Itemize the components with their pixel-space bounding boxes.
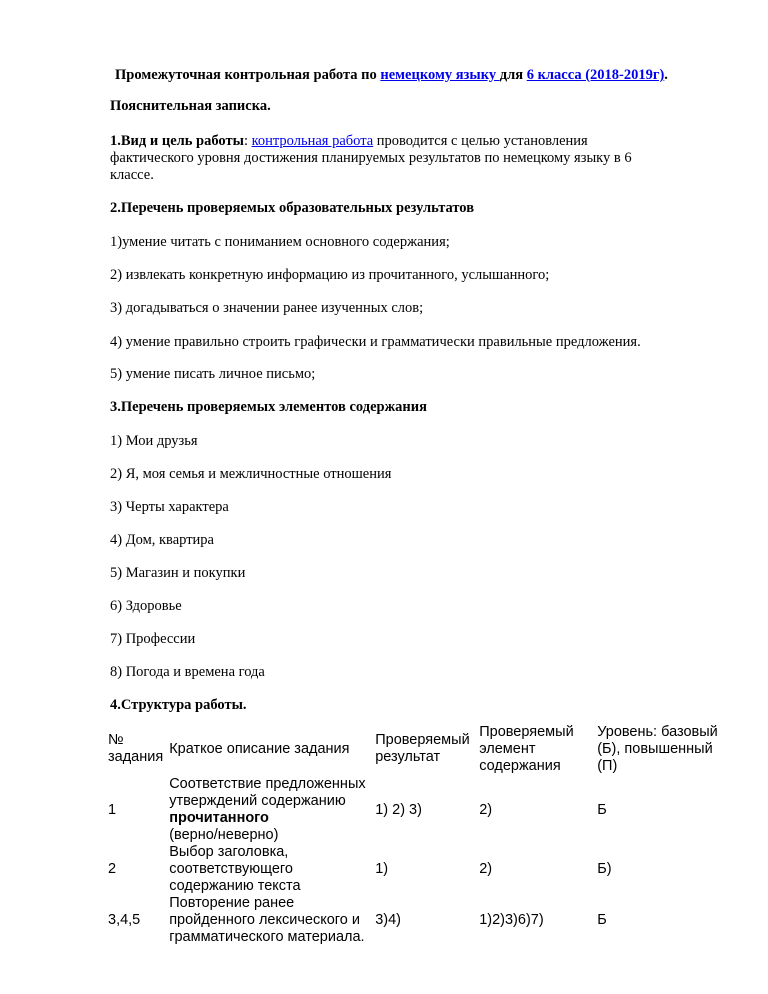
section-4-heading: 4.Структура работы. (110, 697, 247, 713)
title-suffix: . (664, 67, 668, 83)
section-1-line-1 (110, 133, 670, 150)
result-item: 2) извлекать конкретную информацию из прочитанного, услышанного; (110, 267, 550, 283)
result-item: 3) догадываться о значении ранее изученных слов; (110, 300, 424, 316)
content-element-item: 3) Черты характера (110, 499, 229, 515)
cell-task-number: 2 (108, 861, 117, 877)
cell-checked-element: 2) (479, 861, 493, 877)
cell-task-description: Выбор заголовка, соответствующего содержанию текста (169, 844, 301, 894)
cell-checked-result: 1) 2) 3) (375, 801, 422, 818)
section-1-text: проводится с целью установления (373, 133, 588, 149)
header-checked-element: Проверяемый элемент содержания (479, 723, 574, 774)
content-element-item: 2) Я, моя семья и межличностные отношения (110, 466, 392, 482)
document-title (115, 67, 755, 84)
cell-checked-result: 1) (375, 861, 389, 877)
content-element-item: 8) Погода и времена года (110, 664, 265, 680)
cell-checked-element: 2) (479, 801, 493, 818)
section-3-heading: 3.Перечень проверяемых элементов содержания (110, 399, 427, 415)
cell-task-number: 1 (108, 801, 117, 818)
section-1-colon: : (243, 133, 252, 149)
cell-level: Б (597, 912, 607, 928)
section-1-heading: 1.Вид и цель работы (110, 133, 244, 149)
title-text-middle: для (499, 67, 527, 83)
cell-task-description: Повторение ранее пройденного лексического и грамматического материала. (169, 895, 365, 945)
test-work-link[interactable]: контрольная работа (251, 133, 374, 149)
content-element-item: 6) Здоровье (110, 598, 182, 614)
table-row (105, 895, 724, 946)
table-row (105, 776, 724, 844)
result-item: 4) умение правильно строить графически и грамматически правильные предложения. (110, 334, 641, 350)
result-item: 1)умение читать с пониманием основного содержания; (110, 234, 450, 250)
title-text: Промежуточная контрольная работа по (115, 67, 381, 83)
cell-level: Б (597, 801, 607, 818)
cell-level: Б) (597, 861, 612, 877)
german-language-link[interactable]: немецкому языку (380, 67, 500, 83)
content-element-item: 1) Мои друзья (110, 433, 198, 449)
cell-task-description: Соответствие предложенных утверждений содержанию прочитанного (верно/неверно) (169, 776, 366, 843)
content-element-item: 5) Магазин и покупки (110, 565, 246, 581)
result-item: 5) умение писать личное письмо; (110, 366, 316, 382)
cell-task-number: 3,4,5 (108, 912, 141, 928)
explanatory-note-heading: Пояснительная записка. (110, 98, 271, 114)
structure-table (105, 722, 724, 946)
content-element-item: 7) Профессии (110, 631, 196, 647)
header-level: Уровень: базовый (Б), повышенный (П) (597, 723, 718, 774)
table-row (105, 844, 724, 895)
table-header-row (105, 722, 724, 776)
section-1-line-3: классе. (110, 167, 154, 183)
cell-checked-result: 3)4) (375, 912, 401, 928)
grade-6-link[interactable]: 6 класса (2018-2019г) (526, 67, 665, 83)
content-element-item: 4) Дом, квартира (110, 532, 214, 548)
section-2-heading: 2.Перечень проверяемых образовательных результатов (110, 200, 475, 216)
cell-checked-element: 1)2)3)6)7) (479, 912, 544, 928)
header-task-description: Краткое описание задания (169, 740, 350, 757)
header-task-number: № задания (108, 732, 164, 765)
header-checked-result: Проверяемый результат (375, 732, 470, 765)
section-1-line-2: фактического уровня достижения планируемых результатов по немецкому языку в 6 (110, 150, 632, 166)
